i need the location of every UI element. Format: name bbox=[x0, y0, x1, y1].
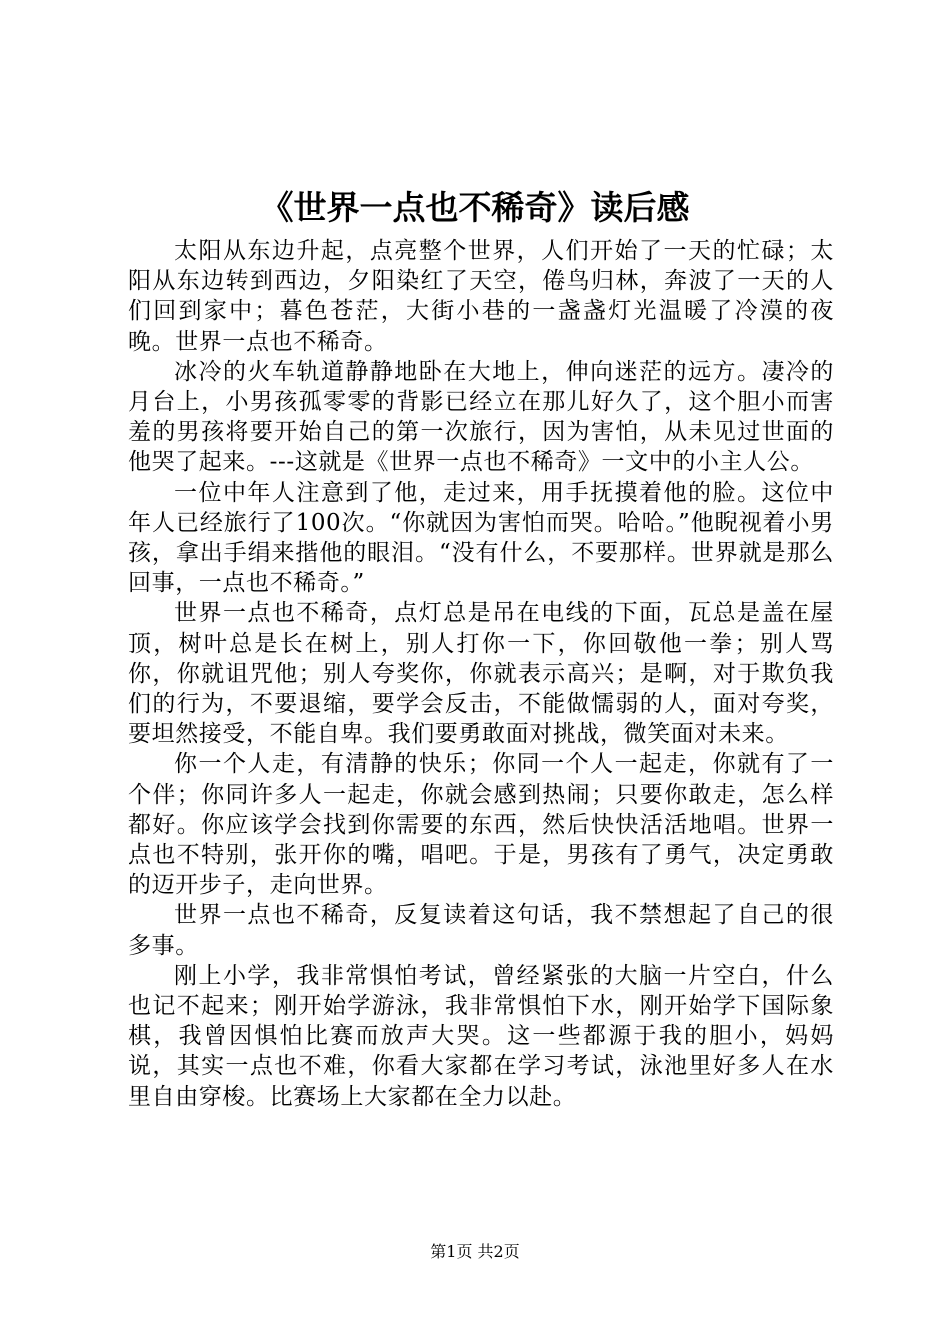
paragraph-7: 刚上小学，我非常惧怕考试，曾经紧张的大脑一片空白，什么也记不起来；刚开始学游泳，我非常惧怕下水，刚开始学下国际象棋，我曾因惧怕比赛而放声大哭。这一些都源于我的胆小，妈妈说，其实一点也不难，你看大家都在学习考试，泳池里好多人在水里自由穿梭。比赛场上大家都在全力以赴。 bbox=[128, 962, 834, 1110]
paragraph-4: 世界一点也不稀奇，点灯总是吊在电线的下面，瓦总是盖在屋顶，树叶总是长在树上，别人打你一下，你回敬他一拳；别人骂你，你就诅咒他；别人夸奖你，你就表示高兴；是啊，对于欺负我们的行为，不要退缩，要学会反击，不能做懦弱的人，面对夸奖，要坦然接受，不能自卑。我们要勇敢面对挑战，微笑面对未来。 bbox=[128, 600, 834, 748]
paragraph-3: 一位中年人注意到了他，走过来，用手抚摸着他的脸。这位中年人已经旅行了100次。“你就因为害怕而哭。哈哈。”他睨视着小男孩，拿出手绢来揩他的眼泪。“没有什么，不要那样。世界就是那么回事，一点也不稀奇。” bbox=[128, 479, 834, 597]
paragraph-5: 你一个人走，有清静的快乐；你同一个人一起走，你就有了一个伴；你同许多人一起走，你就会感到热闹；只要你敢走，怎么样都好。你应该学会找到你需要的东西，然后快快活活地唱。世界一点也不特别，张开你的嘴，唱吧。于是，男孩有了勇气，决定勇敢的迈开步子，走向世界。 bbox=[128, 751, 834, 899]
page-footer: 第1页 共2页 bbox=[430, 1242, 520, 1261]
document-title: 《世界一点也不稀奇》读后感 bbox=[260, 188, 690, 227]
paragraph-1: 太阳从东边升起，点亮整个世界，人们开始了一天的忙碌；太阳从东边转到西边，夕阳染红了天空，倦鸟归林，奔波了一天的人们回到家中；暮色苍茫，大街小巷的一盏盏灯光温暖了冷漠的夜晚。世界一点也不稀奇。 bbox=[128, 238, 834, 355]
paragraph-6: 世界一点也不稀奇，反复读着这句话，我不禁想起了自己的很多事。 bbox=[128, 902, 834, 959]
document-body bbox=[128, 236, 834, 1112]
paragraph-2: 冰冷的火车轨道静静地卧在大地上，伸向迷茫的远方。凄冷的月台上，小男孩孤零零的背影已经立在那儿好久了，这个胆小而害羞的男孩将要开始自己的第一次旅行，因为害怕，从未见过世面的他哭了起来。---这就是《世界一点也不稀奇》一文中的小主人公。 bbox=[128, 358, 834, 476]
